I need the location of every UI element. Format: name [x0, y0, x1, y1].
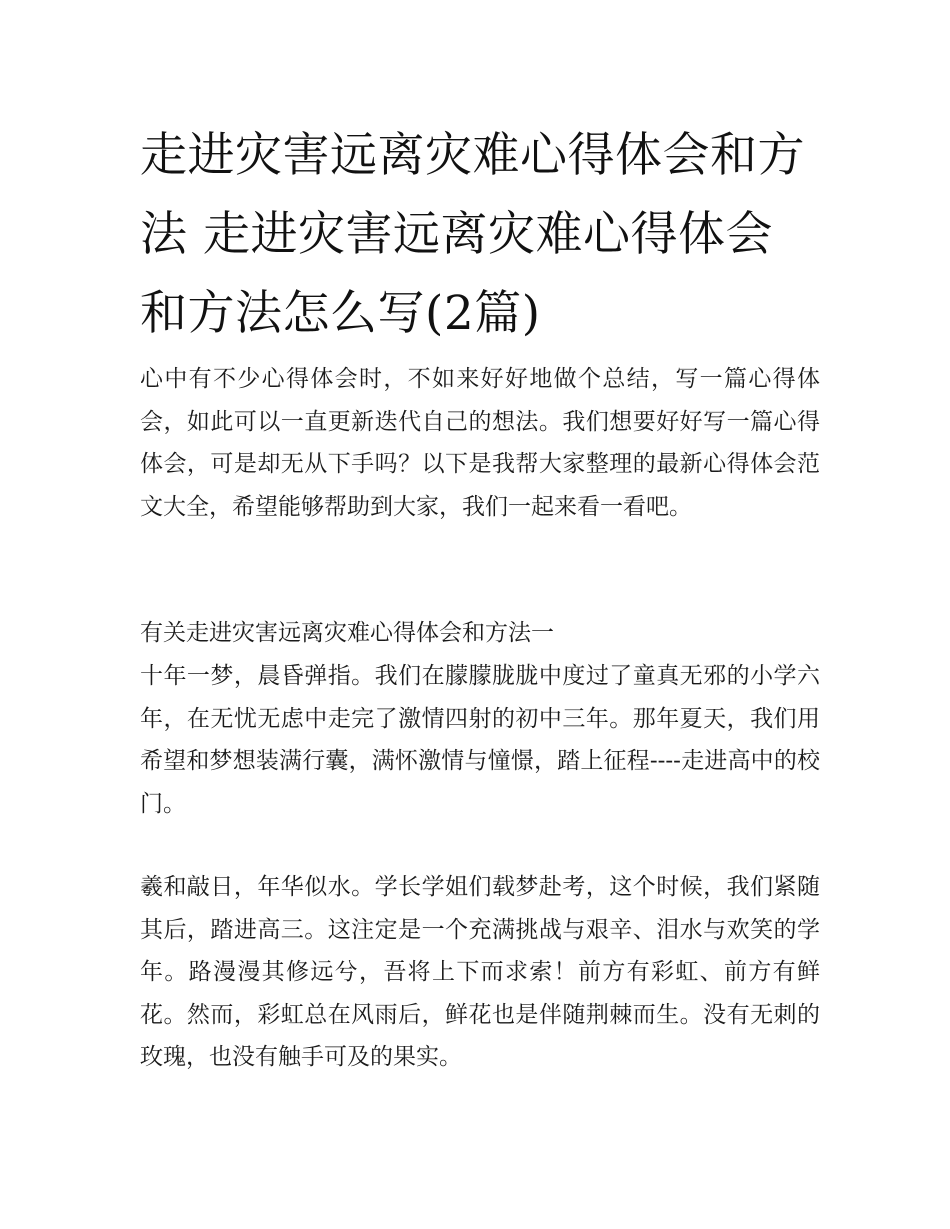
body-paragraph-1: 十年一梦，晨昏弹指。我们在朦朦胧胧中度过了童真无邪的小学六年，在无忧无虑中走完了激情四射的初中三年。那年夏天，我们用希望和梦想装满行囊，满怀激情与憧憬，踏上征程----走进高中的校门。 [140, 663, 820, 817]
intro-paragraph: 心中有不少心得体会时，不如来好好地做个总结，写一篇心得体会，如此可以一直更新迭代自己的想法。我们想要好好写一篇心得体会，可是却无从下手吗？以下是我帮大家整理的最新心得体会范文大全，希望能够帮助到大家，我们一起来看一看吧。 [140, 366, 820, 520]
body-paragraph-2: 羲和敲日，年华似水。学长学姐们载梦赴考，这个时候，我们紧随其后，踏进高三。这注定是一个充满挑战与艰辛、泪水与欢笑的学年。路漫漫其修远兮，吾将上下而求索！前方有彩虹、前方有鲜花。然而，彩虹总在风雨后，鲜花也是伴随荆棘而生。没有无刺的玫瑰，也没有触手可及的果实。 [140, 874, 820, 1070]
document-title: 走进灾害远离灾难心得体会和方法 走进灾害远离灾难心得体会和方法怎么写(2篇) [140, 128, 805, 341]
section-heading: 有关走进灾害远离灾难心得体会和方法一 [140, 620, 554, 646]
